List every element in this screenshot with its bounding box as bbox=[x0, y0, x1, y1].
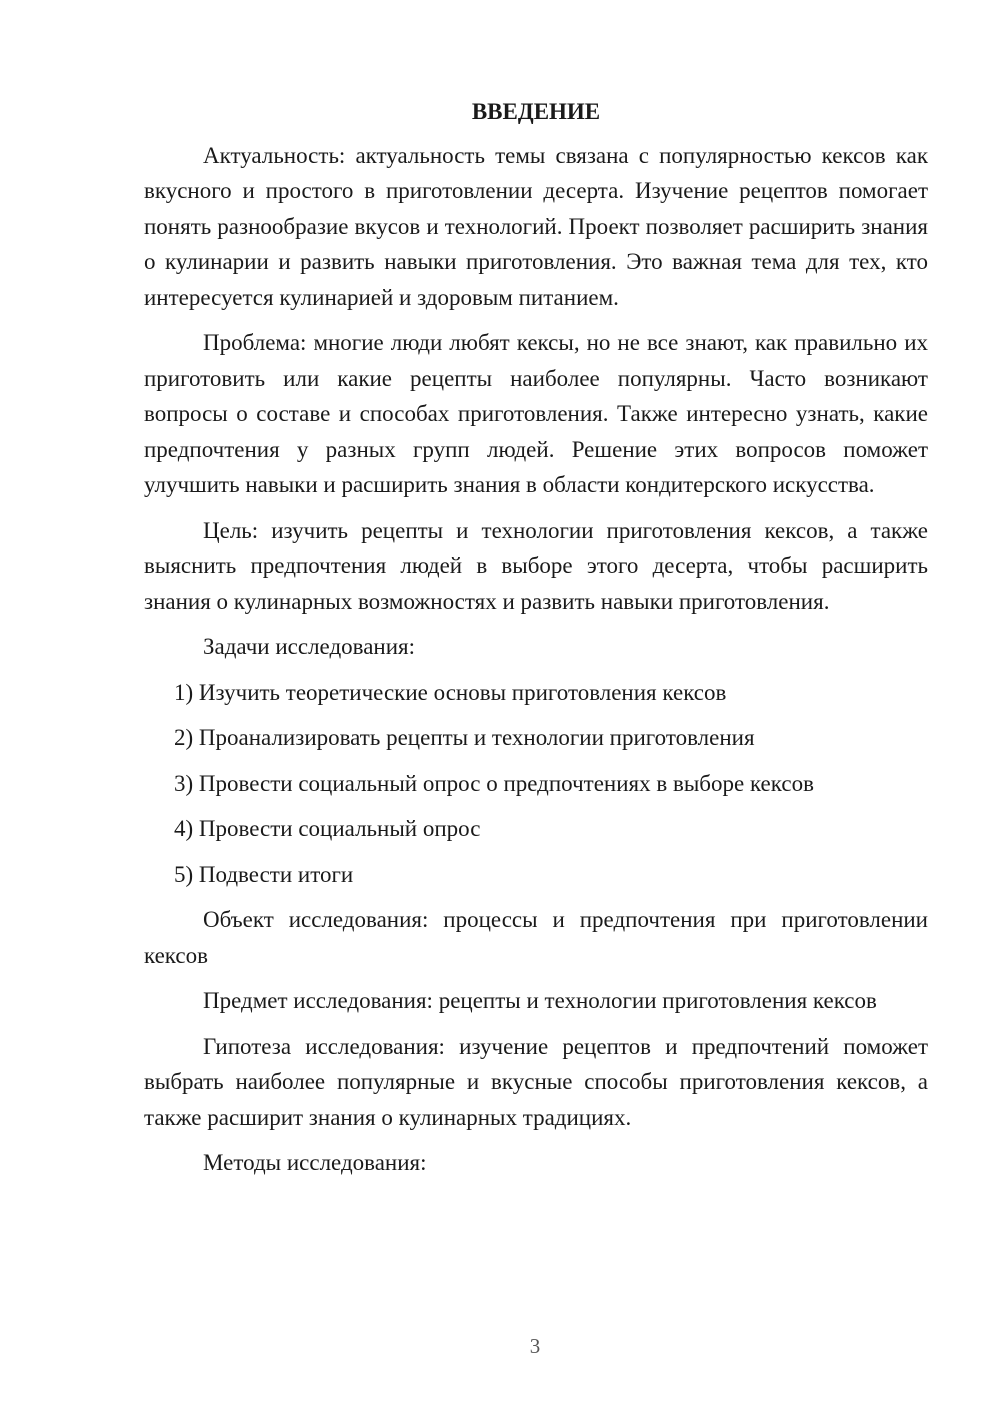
subject-paragraph: Предмет исследования: рецепты и технологии приготовления кексов bbox=[203, 988, 877, 1013]
object-paragraph: Объект исследования: процессы и предпочтения при приготовлении кексов bbox=[144, 907, 928, 968]
hypothesis-paragraph: Гипотеза исследования: изучение рецептов и предпочтений поможет выбрать наиболее популярные и вкусные способы приготовления кексов, а также расширит знания о кулинарных традициях. bbox=[144, 1033, 928, 1130]
relevance-paragraph: Актуальность: актуальность темы связана с популярностью кексов как вкусного и простого в приготовлении десерта. Изучение рецептов помогает понять разнообразие вкусов и технологий. Проект позволяет расширить знания о кулинарии и развить навыки приготовления. Это важная тема для тех, кто интересуется кулинарией и здоровым питанием. bbox=[144, 142, 928, 310]
page-number: 3 bbox=[529, 1334, 541, 1358]
methods-heading: Методы исследования: bbox=[203, 1150, 427, 1175]
goal-paragraph: Цель: изучить рецепты и технологии приготовления кексов, а также выяснить предпочтения людей в выборе этого десерта, чтобы расширить знания о кулинарных возможностях и развить навыки приготовления. bbox=[144, 517, 928, 614]
task-item: 2) Проанализировать рецепты и технологии приготовления bbox=[174, 725, 755, 750]
task-item: 3) Провести социальный опрос о предпочтениях в выборе кексов bbox=[174, 770, 814, 796]
task-item: 1) Изучить теоретические основы приготовления кексов bbox=[174, 679, 727, 705]
page-title: ВВЕДЕНИЕ bbox=[471, 99, 601, 124]
problem-paragraph: Проблема: многие люди любят кексы, но не все знают, как правильно их приготовить или какие рецепты наиболее популярны. Часто возникают вопросы о составе и способах приготовления. Также интересно узнать, какие предпочтения у разных групп людей. Решение этих вопросов поможет улучшить навыки и расширить знания в области кондитерского искусства. bbox=[144, 330, 928, 497]
tasks-heading: Задачи исследования: bbox=[203, 634, 416, 659]
tasks-list bbox=[144, 675, 928, 893]
task-item: 4) Провести социальный опрос bbox=[174, 816, 481, 841]
task-item: 5) Подвести итоги bbox=[174, 861, 354, 887]
page-content bbox=[144, 94, 928, 1191]
